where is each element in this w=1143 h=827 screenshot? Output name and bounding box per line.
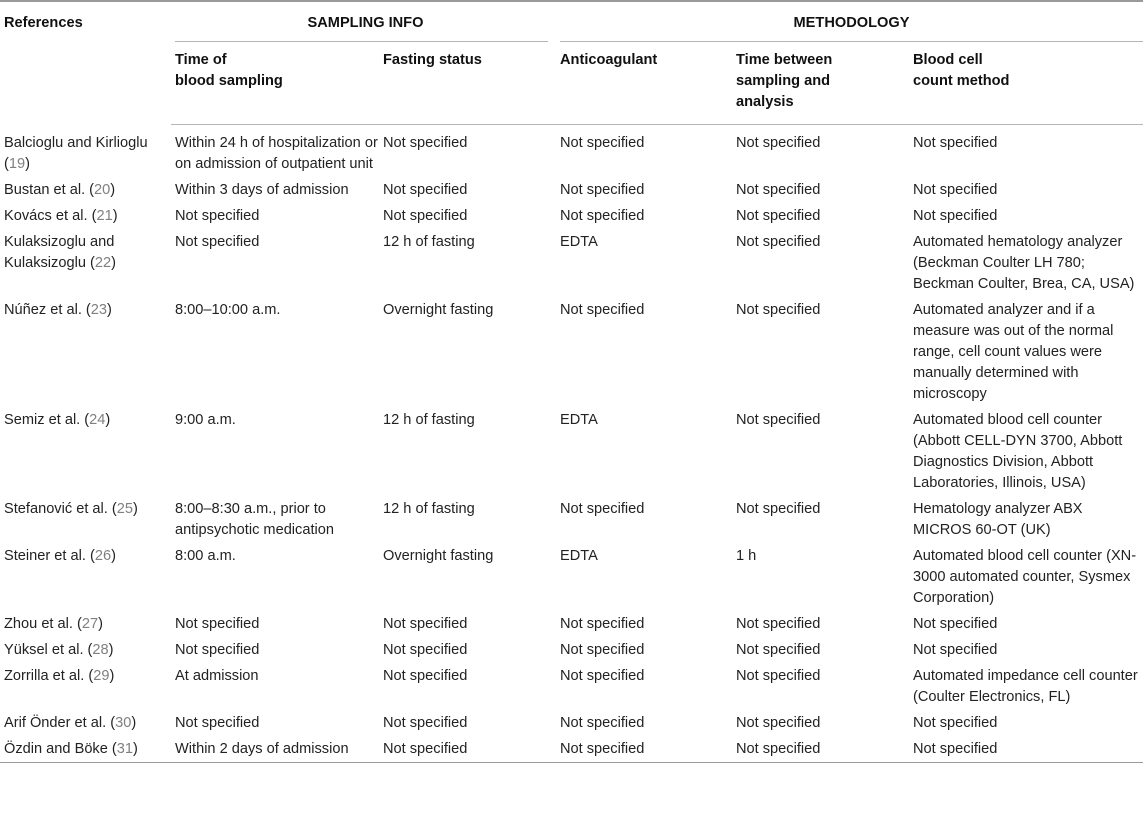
- reference-cell: [0, 736, 171, 763]
- column-header-fasting: Fasting status: [379, 48, 556, 125]
- reference-close-paren: ): [105, 412, 111, 428]
- anticoagulant-cell: Not specified: [560, 616, 645, 632]
- anticoagulant-cell: Not specified: [560, 501, 645, 517]
- fasting-cell: Not specified: [383, 616, 468, 632]
- time-between-cell: Not specified: [736, 182, 821, 198]
- reference-number-link[interactable]: 30: [115, 715, 132, 731]
- table-row: [0, 496, 1143, 543]
- reference-number-link[interactable]: 31: [116, 741, 133, 757]
- bottom-rule: [0, 763, 1143, 765]
- reference-name: Kulaksizoglu and Kulaksizoglu (: [4, 234, 115, 271]
- anticoagulant-cell: Not specified: [560, 715, 645, 731]
- reference-close-paren: ): [108, 642, 114, 658]
- table-row: [0, 125, 1143, 178]
- time-cell: 8:00–10:00 a.m.: [175, 302, 281, 318]
- method-cell: Automated blood cell counter (Abbott CELL-DYN 3700, Abbott Diagnostics Division, Abbott Laboratories, Illinois, USA): [913, 412, 1123, 491]
- method-cell: Not specified: [913, 616, 998, 632]
- reference-cell: [0, 177, 171, 203]
- method-cell: Not specified: [913, 208, 998, 224]
- anticoagulant-cell: Not specified: [560, 182, 645, 198]
- reference-cell: [0, 407, 171, 496]
- reference-close-paren: ): [110, 182, 116, 198]
- anticoagulant-cell: Not specified: [560, 302, 645, 318]
- reference-name: Bustan et al. (: [4, 182, 95, 198]
- fasting-cell: Not specified: [383, 642, 468, 658]
- table-row: [0, 203, 1143, 229]
- table-body: [0, 125, 1143, 763]
- reference-name: Balcioglu and Kirlioglu (: [4, 134, 148, 172]
- reference-cell: [0, 229, 171, 297]
- reference-name: Stefanović et al. (: [4, 501, 117, 517]
- reference-cell: [0, 203, 171, 229]
- sampling-info-label: SAMPLING INFO: [307, 15, 424, 31]
- method-cell: Not specified: [913, 741, 998, 757]
- table-row: [0, 710, 1143, 736]
- anticoagulant-cell: Not specified: [560, 135, 645, 151]
- method-cell: Automated analyzer and if a measure was out of the normal range, cell count values were manually determined with microscopy: [913, 302, 1114, 402]
- fasting-cell: Not specified: [383, 715, 468, 731]
- column-header-anticoagulant: Anticoagulant: [556, 48, 732, 125]
- sampling-info-group: [171, 4, 556, 48]
- reference-cell: [0, 637, 171, 663]
- reference-close-paren: ): [111, 255, 116, 271]
- method-cell: Not specified: [913, 642, 998, 658]
- reference-number-link[interactable]: 26: [94, 548, 112, 564]
- references-header: References: [4, 15, 83, 31]
- fasting-cell: Overnight fasting: [383, 548, 494, 564]
- anticoagulant-cell: Not specified: [560, 208, 645, 224]
- method-cell: Automated hematology analyzer (Beckman Coulter LH 780; Beckman Coulter, Brea, CA, USA): [913, 234, 1135, 292]
- fasting-cell: 12 h of fasting: [383, 412, 475, 428]
- reference-cell: [0, 710, 171, 736]
- time-between-cell: Not specified: [736, 616, 821, 632]
- time-cell: Within 3 days of admission: [175, 182, 349, 198]
- reference-close-paren: ): [131, 715, 137, 731]
- method-cell: Not specified: [913, 182, 998, 198]
- fasting-cell: 12 h of fasting: [383, 501, 475, 517]
- method-cell: Automated blood cell counter (XN-3000 automated counter, Sysmex Corporation): [913, 548, 1137, 606]
- method-cell: Hematology analyzer ABX MICROS 60-OT (UK): [913, 501, 1083, 538]
- reference-close-paren: ): [112, 208, 118, 224]
- time-between-cell: Not specified: [736, 412, 821, 428]
- fasting-cell: Not specified: [383, 668, 468, 684]
- time-between-cell: Not specified: [736, 741, 821, 757]
- time-between-cell: Not specified: [736, 668, 821, 684]
- table-row: [0, 611, 1143, 637]
- reference-number-link[interactable]: 19: [8, 155, 26, 172]
- reference-name: Kovács et al. (: [4, 208, 97, 224]
- reference-number-link[interactable]: 29: [93, 668, 110, 684]
- reference-name: Zorrilla et al. (: [4, 668, 94, 684]
- time-between-cell: Not specified: [736, 302, 821, 318]
- reference-cell: [0, 611, 171, 637]
- method-cell: Not specified: [913, 715, 998, 731]
- reference-cell: [0, 297, 171, 407]
- reference-name: Núñez et al. (: [4, 302, 91, 318]
- reference-name: Arif Önder et al. (: [4, 715, 116, 731]
- column-header-method: Blood cell count method: [909, 48, 1143, 125]
- time-between-cell: 1 h: [736, 548, 757, 564]
- time-cell: Not specified: [175, 234, 260, 250]
- reference-close-paren: ): [25, 155, 30, 172]
- reference-number-link[interactable]: 24: [89, 412, 106, 428]
- column-header-time-between: Time between sampling and analysis: [732, 48, 909, 125]
- column-header-time: Time of blood sampling: [171, 48, 379, 125]
- time-cell: Within 24 h of hospitalization or on admission of outpatient unit: [175, 135, 378, 172]
- time-cell: Not specified: [175, 616, 260, 632]
- method-cell: Not specified: [913, 135, 998, 151]
- reference-number-link[interactable]: 27: [81, 616, 99, 632]
- reference-name: Yüksel et al. (: [4, 642, 93, 658]
- anticoagulant-cell: EDTA: [560, 412, 598, 428]
- time-cell: At admission: [175, 668, 259, 684]
- anticoagulant-cell: EDTA: [560, 548, 598, 564]
- time-between-cell: Not specified: [736, 642, 821, 658]
- reference-number-link[interactable]: 25: [116, 501, 133, 517]
- sampling-info-rule: [175, 41, 548, 42]
- table-row: [0, 736, 1143, 763]
- table-row: [0, 543, 1143, 611]
- reference-number-link[interactable]: 23: [90, 302, 108, 318]
- time-cell: Not specified: [175, 642, 260, 658]
- fasting-cell: Overnight fasting: [383, 302, 494, 318]
- fasting-cell: 12 h of fasting: [383, 234, 475, 250]
- time-cell: Not specified: [175, 715, 260, 731]
- reference-close-paren: ): [98, 616, 103, 632]
- table-row: [0, 663, 1143, 710]
- time-cell: 8:00–8:30 a.m., prior to antipsychotic medication: [175, 501, 334, 538]
- time-cell: 9:00 a.m.: [175, 412, 236, 428]
- anticoagulant-cell: Not specified: [560, 668, 645, 684]
- reference-cell: [0, 543, 171, 611]
- anticoagulant-cell: Not specified: [560, 741, 645, 757]
- reference-number-link[interactable]: 22: [94, 255, 112, 271]
- table-row: [0, 407, 1143, 496]
- reference-name: Zhou et al. (: [4, 616, 82, 632]
- reference-close-paren: ): [107, 302, 112, 318]
- table-row: [0, 229, 1143, 297]
- time-between-cell: Not specified: [736, 501, 821, 517]
- reference-close-paren: ): [133, 741, 138, 757]
- time-between-cell: Not specified: [736, 208, 821, 224]
- reference-name: Semiz et al. (: [4, 412, 90, 428]
- table-row: [0, 637, 1143, 663]
- fasting-cell: Not specified: [383, 135, 468, 151]
- reference-name: Steiner et al. (: [4, 548, 95, 564]
- reference-cell: [0, 663, 171, 710]
- table-row: [0, 297, 1143, 407]
- reference-close-paren: ): [133, 501, 138, 517]
- fasting-cell: Not specified: [383, 208, 468, 224]
- time-cell: Within 2 days of admission: [175, 741, 349, 757]
- reference-number-link[interactable]: 28: [92, 642, 109, 658]
- time-cell: Not specified: [175, 208, 260, 224]
- reference-name: Özdin and Böke (: [4, 741, 117, 757]
- reference-close-paren: ): [111, 548, 116, 564]
- time-between-cell: Not specified: [736, 234, 821, 250]
- reference-cell: [0, 125, 171, 178]
- time-cell: 8:00 a.m.: [175, 548, 236, 564]
- reference-number-link[interactable]: 21: [96, 208, 113, 224]
- fasting-cell: Not specified: [383, 741, 468, 757]
- reference-number-link[interactable]: 20: [94, 182, 111, 198]
- reference-close-paren: ): [109, 668, 115, 684]
- method-cell: Automated impedance cell counter (Coulter Electronics, FL): [913, 668, 1138, 705]
- methodology-group: [556, 4, 1143, 48]
- group-header-row: [0, 4, 1143, 48]
- time-between-cell: Not specified: [736, 715, 821, 731]
- anticoagulant-cell: Not specified: [560, 642, 645, 658]
- anticoagulant-cell: EDTA: [560, 234, 598, 250]
- methodology-label: METHODOLOGY: [793, 15, 910, 31]
- table-row: [0, 177, 1143, 203]
- time-between-cell: Not specified: [736, 135, 821, 151]
- fasting-cell: Not specified: [383, 182, 468, 198]
- reference-cell: [0, 496, 171, 543]
- column-header-row: [0, 48, 1143, 125]
- methodology-rule: [560, 41, 1143, 42]
